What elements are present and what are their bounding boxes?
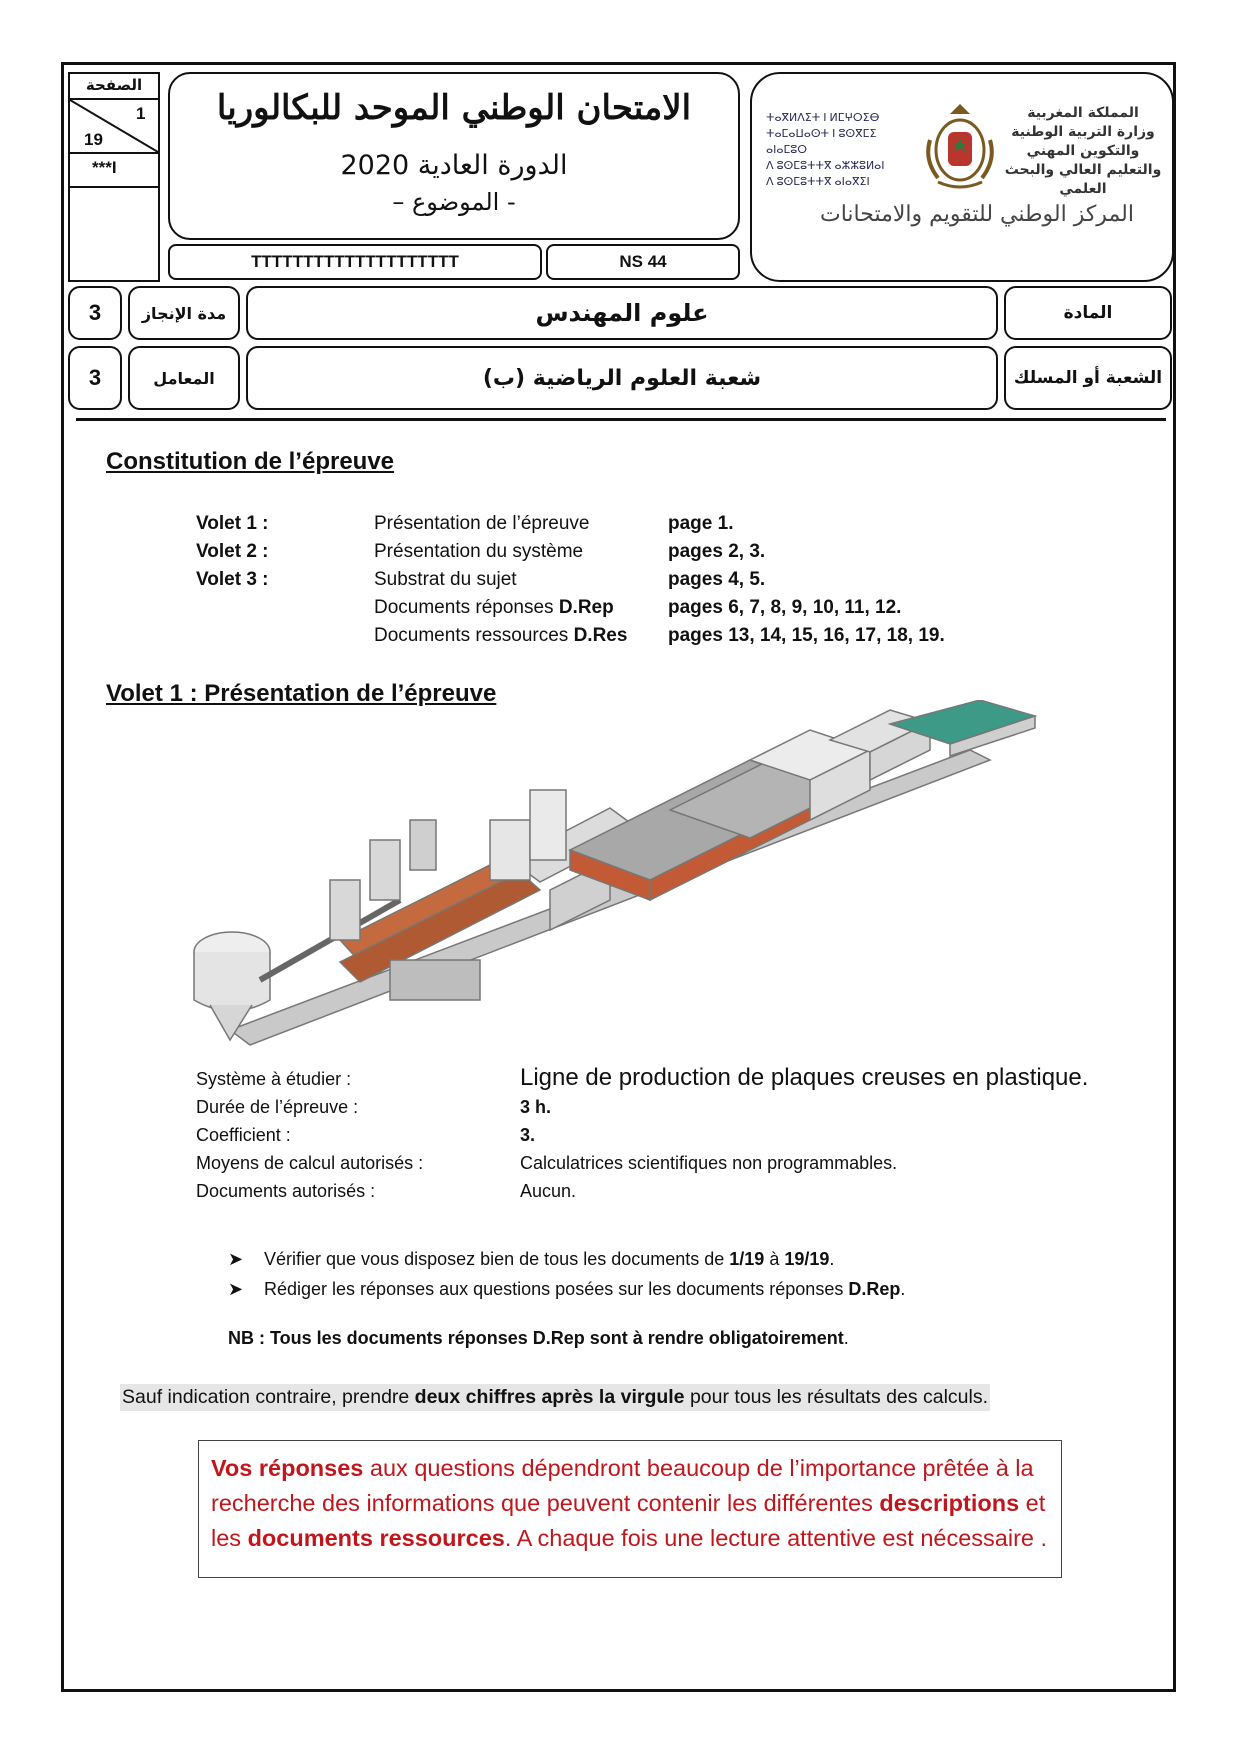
tifinagh-lines: ⵜⴰⴳⵍⴷⵉⵜ ⵏ ⵍⵎⵖⵔⵉⴱ ⵜⴰⵎⴰⵡⴰⵙⵜ ⵏ ⵓⵙⴳⵎⵉ ⴰⵏⴰⵎⵓⵔ ⴷ ⵓⵙⵎⵓⵜⵜⴳ ⴰⵣⵣⵓⵍⴰⵏ ⴷ ⵓⵙⵎⵓⵜⵜⴳ ⴰⵏⴰⴳⵉⵏ xyxy=(766,112,885,188)
duration-label-box: مدة الإنجاز xyxy=(128,286,240,340)
page-number-box xyxy=(68,72,160,282)
exam-session: الدورة العادية 2020 xyxy=(340,150,568,181)
header-divider xyxy=(76,418,1166,421)
subject-value-box: علوم المهندس xyxy=(246,286,998,340)
constitution-row: Volet 1 : Présentation de l’épreuve page 1. xyxy=(196,513,734,534)
ministry-lines: المملكة المغربية وزارة التربية الوطنية والتكوين المهني والتعليم العالي والبحث العلمي xyxy=(1004,105,1162,197)
subject-word: - الموضوع – xyxy=(392,188,516,216)
instruction-item: ➤ Rédiger les réponses aux questions posées sur les documents réponses D.Rep. xyxy=(228,1274,905,1304)
instruction-list xyxy=(228,1244,905,1304)
detail-row: Moyens de calcul autorisés : Calculatrices scientifiques non programmables. xyxy=(196,1153,898,1173)
arrow-bullet-icon: ➤ xyxy=(228,1249,244,1269)
coat-of-arms-icon xyxy=(922,100,998,196)
page-code: ***I xyxy=(92,158,117,177)
constitution-table xyxy=(196,510,945,650)
volet1-heading: Volet 1 : Présentation de l’épreuve xyxy=(106,680,497,707)
duration-number-box: 3 xyxy=(68,286,122,340)
coefficient-label-box: المعامل xyxy=(128,346,240,410)
code-box-left xyxy=(168,244,542,280)
center-name: المركز الوطني للتقويم والامتحانات xyxy=(820,202,1134,227)
nb-note: NB : Tous les documents réponses D.Rep sont à rendre obligatoirement. xyxy=(228,1328,849,1348)
code-right: NS 44 xyxy=(619,252,667,271)
production-line-illustration xyxy=(190,700,1040,1070)
exam-title: الامتحان الوطني الموحد للبكالوريا xyxy=(216,88,692,128)
page-label: الصفحة xyxy=(85,76,143,94)
title-box xyxy=(168,72,740,240)
constitution-row: Documents réponses D.Rep pages 6, 7, 8, 9, 10, 11, 12. xyxy=(374,597,902,618)
page-total: 19 xyxy=(84,130,103,149)
precision-note: Sauf indication contraire, prendre deux chiffres après la virgule pour tous les résultats des calculs. xyxy=(120,1384,990,1411)
exam-details xyxy=(196,1064,1088,1205)
advice-box: Vos réponses aux questions dépendront beaucoup de l’importance prêtée à la recherche des informations que peuvent contenir les différentes descriptions et les documents ressources. A chaque fois une lecture attentive est nécessaire . xyxy=(198,1440,1062,1578)
track-value-box: شعبة العلوم الرياضية (ب) xyxy=(246,346,998,410)
constitution-heading: Constitution de l’épreuve xyxy=(106,448,395,475)
constitution-row: Volet 3 : Substrat du sujet pages 4, 5. xyxy=(196,569,766,590)
detail-row: Documents autorisés : Aucun. xyxy=(196,1181,577,1201)
page-current: 1 xyxy=(136,104,146,123)
constitution-row: Volet 2 : Présentation du système pages 2, 3. xyxy=(196,541,766,562)
subject-label-box: المادة xyxy=(1004,286,1172,340)
code-box-right xyxy=(546,244,740,280)
coefficient-number-box: 3 xyxy=(68,346,122,410)
arrow-bullet-icon: ➤ xyxy=(228,1279,244,1299)
detail-row: Système à étudier : Ligne de production de plaques creuses en plastique. xyxy=(196,1064,1089,1091)
code-left: TTTTTTTTTTTTTTTTTTTT xyxy=(251,252,459,271)
track-label-box: الشعبة أو المسلك xyxy=(1004,346,1172,410)
constitution-row: Documents ressources D.Res pages 13, 14, 15, 16, 17, 18, 19. xyxy=(374,625,945,646)
detail-row: Durée de l’épreuve : 3 h. xyxy=(196,1097,552,1117)
instruction-item: ➤ Vérifier que vous disposez bien de tous les documents de 1/19 à 19/19. xyxy=(228,1244,905,1274)
detail-row: Coefficient : 3. xyxy=(196,1125,536,1145)
logo-box xyxy=(750,72,1174,282)
